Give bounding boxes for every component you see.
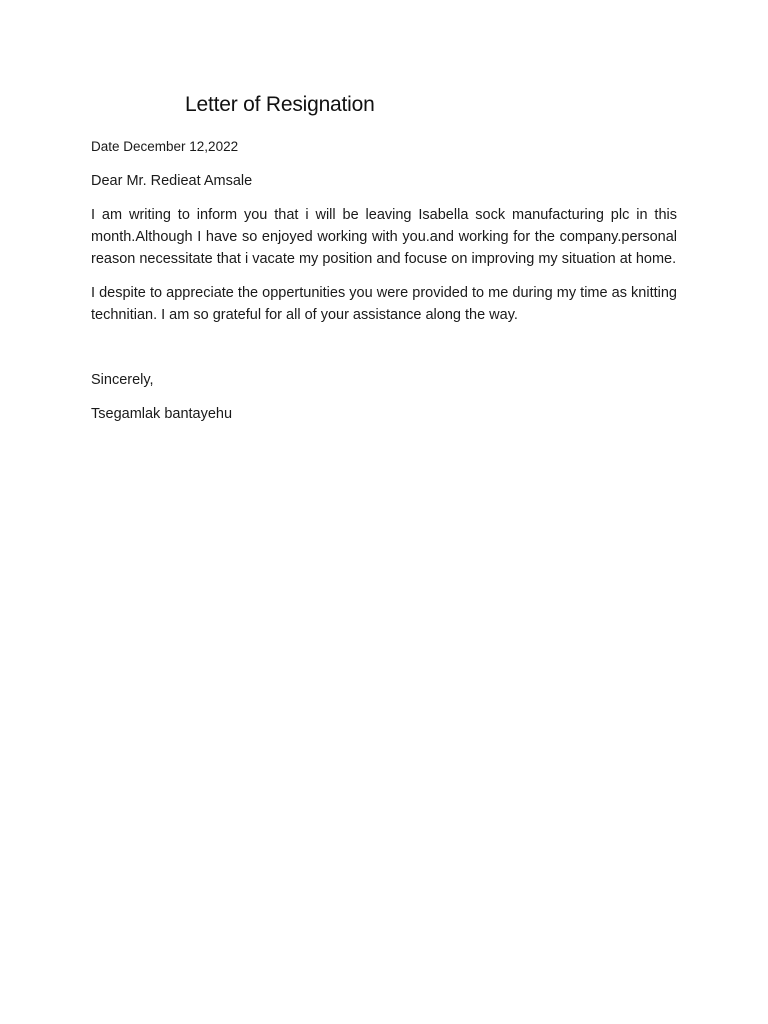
letter-date: Date December 12,2022 <box>91 139 239 154</box>
letter-body <box>91 138 677 424</box>
letter-salutation: Dear Mr. Redieat Amsale <box>91 173 253 189</box>
body-paragraph-1: I am writing to inform you that i will be leaving Isabella sock manufacturing plc in this month.Although I have so enjoyed working with you.and working for the company.personal reason necessitate that i vacate my position and focuse on improving my situation at home. <box>91 207 677 267</box>
letter-signature: Tsegamlak bantayehu <box>91 406 233 422</box>
letter-closing: Sincerely, <box>91 372 154 388</box>
letter-title: Letter of Resignation <box>185 93 375 116</box>
body-paragraph-2: I despite to appreciate the oppertunities you were provided to me during my time as knitting technitian. I am so grateful for all of your assistance along the way. <box>91 285 677 323</box>
